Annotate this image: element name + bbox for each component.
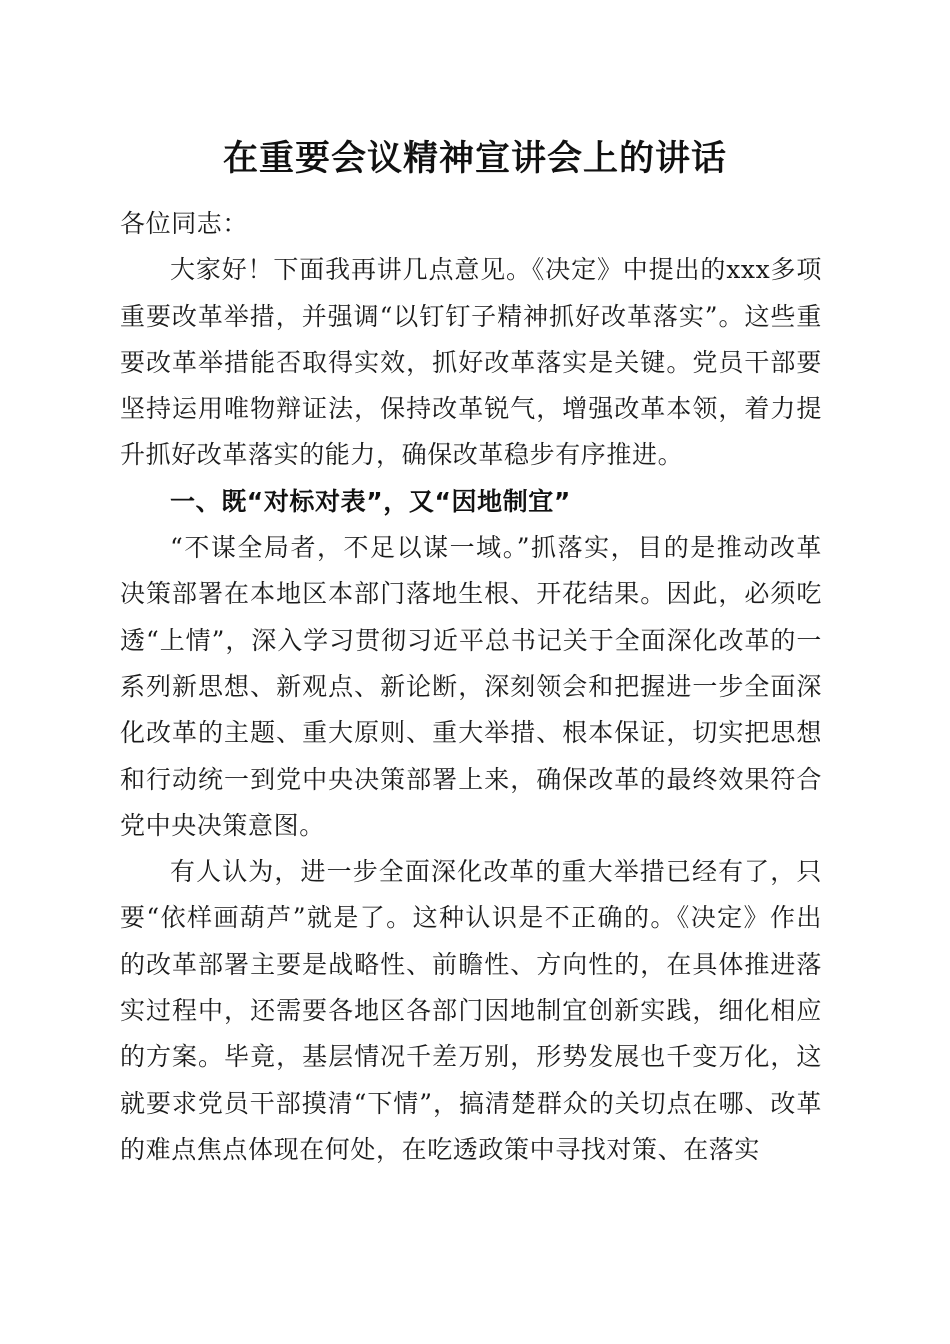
paragraph-section-1-a: “不谋全局者，不足以谋一域。”抓落实，目的是推动改革决策部署在本地区本部门落地生根、开花结果。因此，必须吃透“上情”，深入学习贯彻习近平总书记关于全面深化改革的一系列新思想、新观点、新论断，深刻领会和把握进一步全面深化改革的主题、重大原则、重大举措、根本保证，切实把思想和行动统一到党中央决策部署上来，确保改革的最终效果符合党中央决策意图。 (120, 533, 822, 840)
paragraph-intro: 大家好！下面我再讲几点意见。《决定》中提出的xxx多项重要改革举措，并强调“以钉钉子精神抓好改革落实”。这些重要改革举措能否取得实效，抓好改革落实是关键。党员干部要坚持运用唯物辩证法，保持改革锐气，增强改革本领，着力提升抓好改革落实的能力，确保改革稳步有序推进。 (120, 255, 822, 470)
section-heading-1: 一、既“对标对表”，又“因地制宜” (170, 486, 571, 516)
document-body (120, 201, 822, 1173)
salutation: 各位同志： (120, 209, 249, 238)
document-title: 在重要会议精神宣讲会上的讲话 (222, 138, 727, 179)
paragraph-section-1-b: 有人认为，进一步全面深化改革的重大举措已经有了，只要“依样画葫芦”就是了。这种认识是不正确的。《决定》作出的改革部署主要是战略性、前瞻性、方向性的，在具体推进落实过程中，还需要各地区各部门因地制宜创新实践，细化相应的方案。毕竟，基层情况千差万别，形势发展也千变万化，这就要求党员干部摸清“下情”，搞清楚群众的关切点在哪、改革的难点焦点体现在何处，在吃透政策中寻找对策、在落实 (120, 857, 822, 1164)
